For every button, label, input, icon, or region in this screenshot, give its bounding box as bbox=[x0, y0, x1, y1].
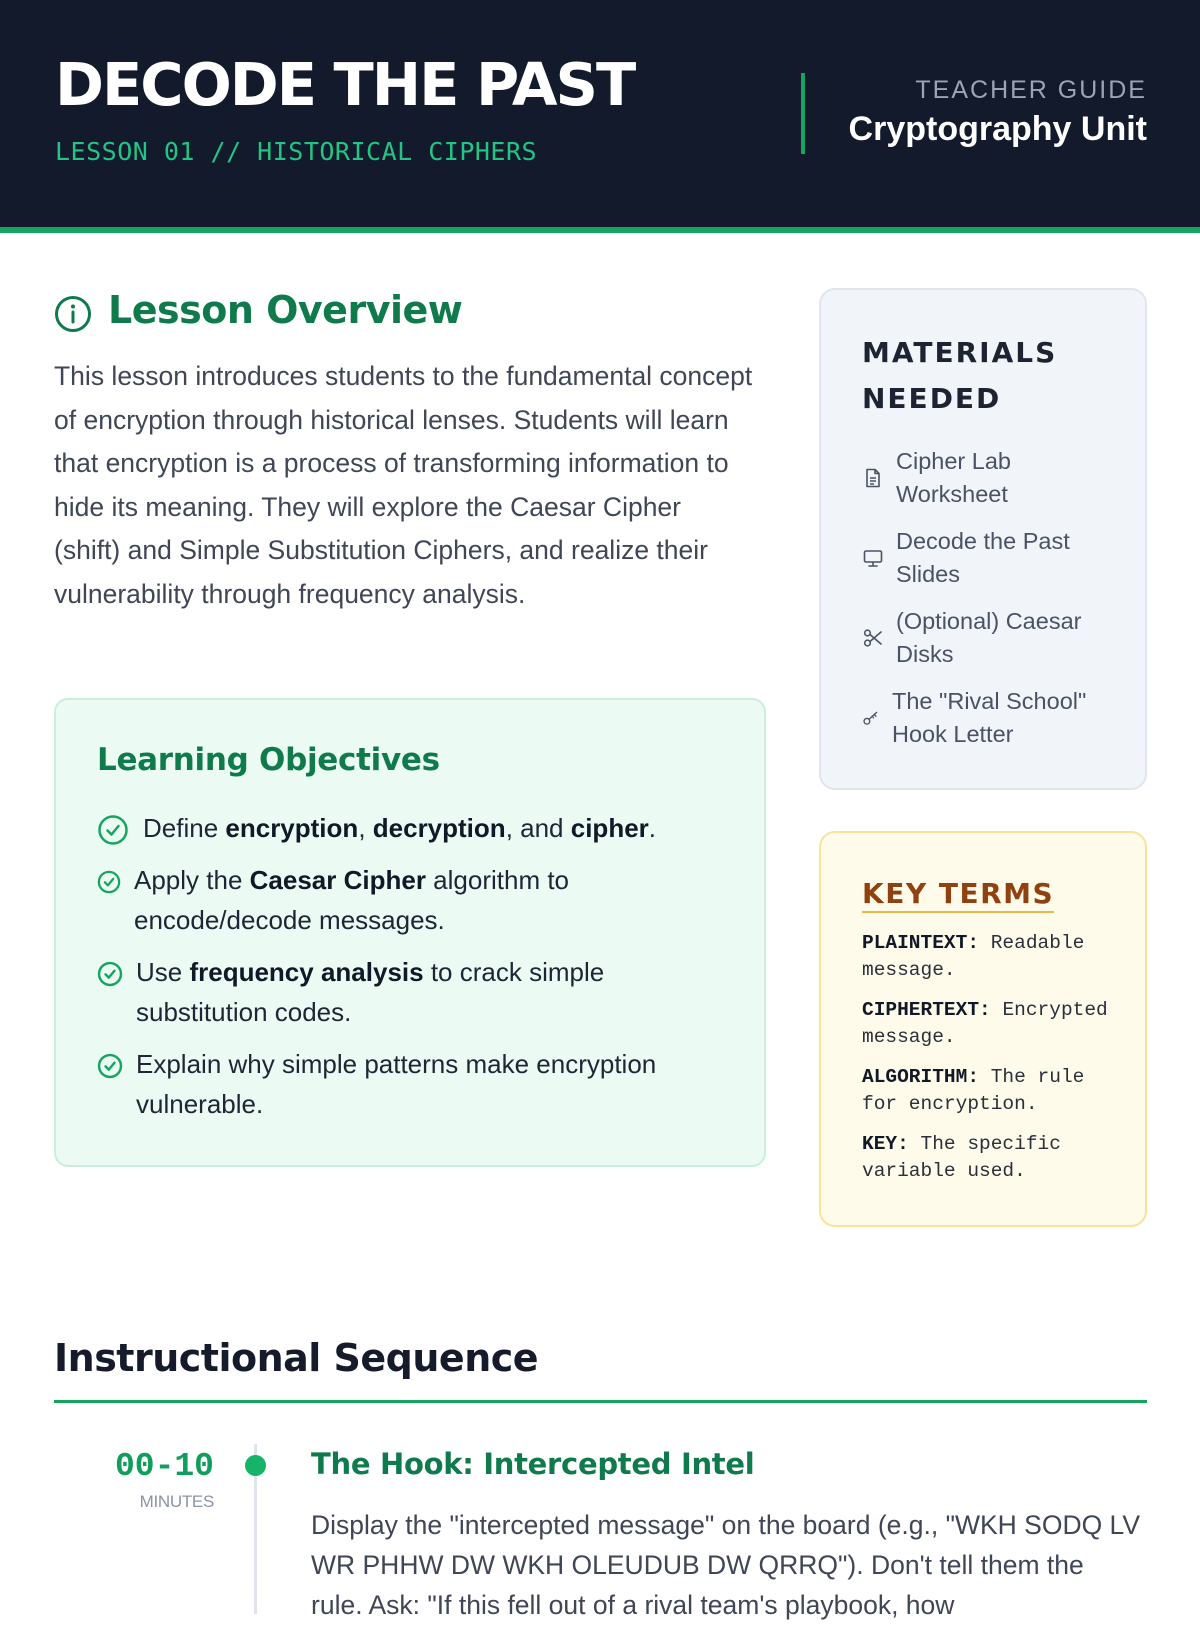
check-circle-icon bbox=[97, 870, 121, 894]
key-icon bbox=[862, 709, 880, 727]
key-term bbox=[862, 930, 1112, 984]
material-item bbox=[862, 445, 1116, 511]
check-circle-icon bbox=[97, 961, 123, 987]
objectives-heading: Learning Objectives bbox=[97, 742, 440, 778]
material-label: The "Rival School" Hook Letter bbox=[892, 688, 1087, 747]
unit-name: Cryptography Unit bbox=[848, 110, 1147, 148]
check-circle-icon bbox=[97, 1053, 123, 1079]
info-icon bbox=[54, 295, 92, 333]
learning-objectives-card bbox=[54, 698, 766, 1167]
step-time-units: MINUTES bbox=[139, 1492, 214, 1511]
lesson-subtitle: LESSON 01 // HISTORICAL CIPHERS bbox=[55, 137, 538, 166]
objective-item bbox=[97, 808, 656, 848]
term-definition: Readable message. bbox=[862, 932, 1085, 981]
term-definition: The specific variable used. bbox=[862, 1133, 1061, 1182]
term-name: CIPHERTEXT: bbox=[862, 999, 991, 1021]
step-time-range: 00-10 bbox=[114, 1448, 214, 1485]
page-title: DECODE THE PAST bbox=[55, 50, 635, 119]
objective-item bbox=[97, 860, 614, 940]
key-term bbox=[862, 1131, 1112, 1185]
objective-text: Apply the Caesar Cipher algorithm to encode/decode messages. bbox=[134, 865, 570, 935]
objective-item bbox=[97, 952, 646, 1032]
sequence-divider bbox=[54, 1400, 1147, 1403]
material-item bbox=[862, 685, 1112, 751]
timeline-dot bbox=[245, 1455, 266, 1476]
term-name: KEY: bbox=[862, 1133, 909, 1155]
monitor-icon bbox=[862, 547, 884, 569]
material-item bbox=[862, 525, 1116, 591]
step-description: Display the "intercepted message" on the board (e.g., "WKH SODQ LV WR PHHW DW WKH OLEUDUB DW QRRQ"). Don't tell them the rule. Ask: "If this fell out of a rival team's playbook, how bbox=[311, 1510, 1141, 1620]
key-terms-heading: KEY TERMS bbox=[862, 879, 1054, 913]
objective-text: Use frequency analysis to crack simple substitution codes. bbox=[136, 957, 605, 1027]
key-terms-card bbox=[819, 831, 1147, 1227]
document-icon bbox=[862, 467, 884, 489]
step-title: The Hook: Intercepted Intel bbox=[311, 1447, 755, 1481]
materials-heading: MATERIALS NEEDED bbox=[862, 336, 1058, 415]
term-definition: Encrypted message. bbox=[862, 999, 1108, 1048]
overview-heading: Lesson Overview bbox=[108, 288, 463, 332]
material-item bbox=[862, 605, 1116, 671]
materials-card bbox=[819, 288, 1147, 790]
page-header bbox=[0, 0, 1200, 233]
check-circle-icon bbox=[97, 814, 129, 846]
material-label: Cipher Lab Worksheet bbox=[896, 448, 1011, 507]
material-label: (Optional) Caesar Disks bbox=[896, 608, 1082, 667]
material-label: Decode the Past Slides bbox=[896, 528, 1070, 587]
header-divider bbox=[801, 73, 805, 154]
objective-item bbox=[97, 1044, 716, 1124]
overview-text: This lesson introduces students to the fundamental concept of encryption through historical lenses. Students will learn that encryption is a process of transforming information to hide its meaning. They will explore the Caesar Cipher (shift) and Simple Substitution Ciphers, and realize their vulnerability through frequency analysis. bbox=[54, 361, 753, 609]
guide-label: TEACHER GUIDE bbox=[915, 76, 1147, 104]
term-name: ALGORITHM: bbox=[862, 1066, 980, 1088]
key-term bbox=[862, 1064, 1112, 1118]
term-definition: The rule for encryption. bbox=[862, 1066, 1085, 1115]
objective-text: Explain why simple patterns make encryption vulnerable. bbox=[136, 1049, 657, 1119]
scissors-icon bbox=[862, 627, 884, 649]
key-term bbox=[862, 997, 1112, 1051]
sequence-heading: Instructional Sequence bbox=[54, 1336, 539, 1380]
objective-text: Define encryption, decryption, and cipher. bbox=[143, 813, 657, 843]
term-name: PLAINTEXT: bbox=[862, 932, 980, 954]
